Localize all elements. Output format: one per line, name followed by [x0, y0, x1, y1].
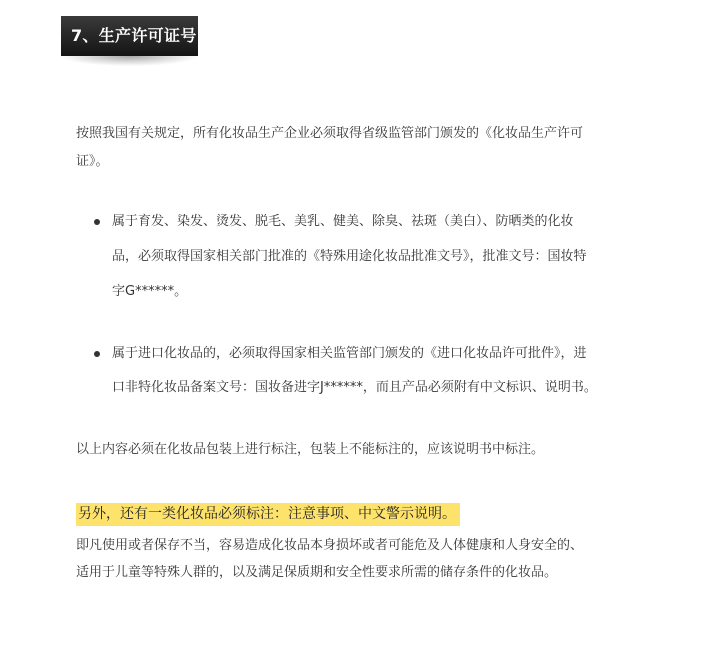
bullet-1-line-3: 字G******。	[112, 284, 188, 299]
intro-line-2: 证》。	[76, 154, 109, 169]
section-title-shadow	[61, 56, 198, 66]
intro-line-1: 按照我国有关规定，所有化妆品生产企业必须取得省级监管部门颁发的《化妆品生产许可	[76, 126, 584, 141]
bullet-1-line-1: 属于育发、染发、烫发、脱毛、美乳、健美、除臭、祛斑（美白）、防晒类的化妆	[112, 214, 574, 229]
bullet-2-line-2: 口非特化妆品备案文号：国妆备进字J******，而且产品必须附有中文标识、说明书。	[112, 380, 597, 395]
section-title: 7、生产许可证号	[71, 26, 197, 45]
bullet-dot-2	[94, 351, 100, 357]
bullet-2-line-1: 属于进口化妆品的，必须取得国家相关监管部门颁发的《进口化妆品许可批件》，进	[112, 346, 587, 361]
warning-line-2: 适用于儿童等特殊人群的，以及满足保质期和安全性要求所需的储存条件的化妆品。	[76, 565, 558, 580]
bullet-1-line-2: 品，必须取得国家相关部门批准的《特殊用途化妆品批准文号》，批准文号：国妆特	[112, 249, 587, 264]
warning-line-1: 即凡使用或者保存不当，容易造成化妆品本身损坏或者可能危及人体健康和人身安全的、	[76, 538, 584, 553]
summary-text: 以上内容必须在化妆品包装上进行标注，包装上不能标注的，应该说明书中标注。	[76, 442, 545, 457]
highlighted-notice: 另外，还有一类化妆品必须标注：注意事项、中文警示说明。	[76, 503, 460, 526]
section-title-badge	[61, 16, 198, 56]
bullet-dot-1	[94, 219, 100, 225]
